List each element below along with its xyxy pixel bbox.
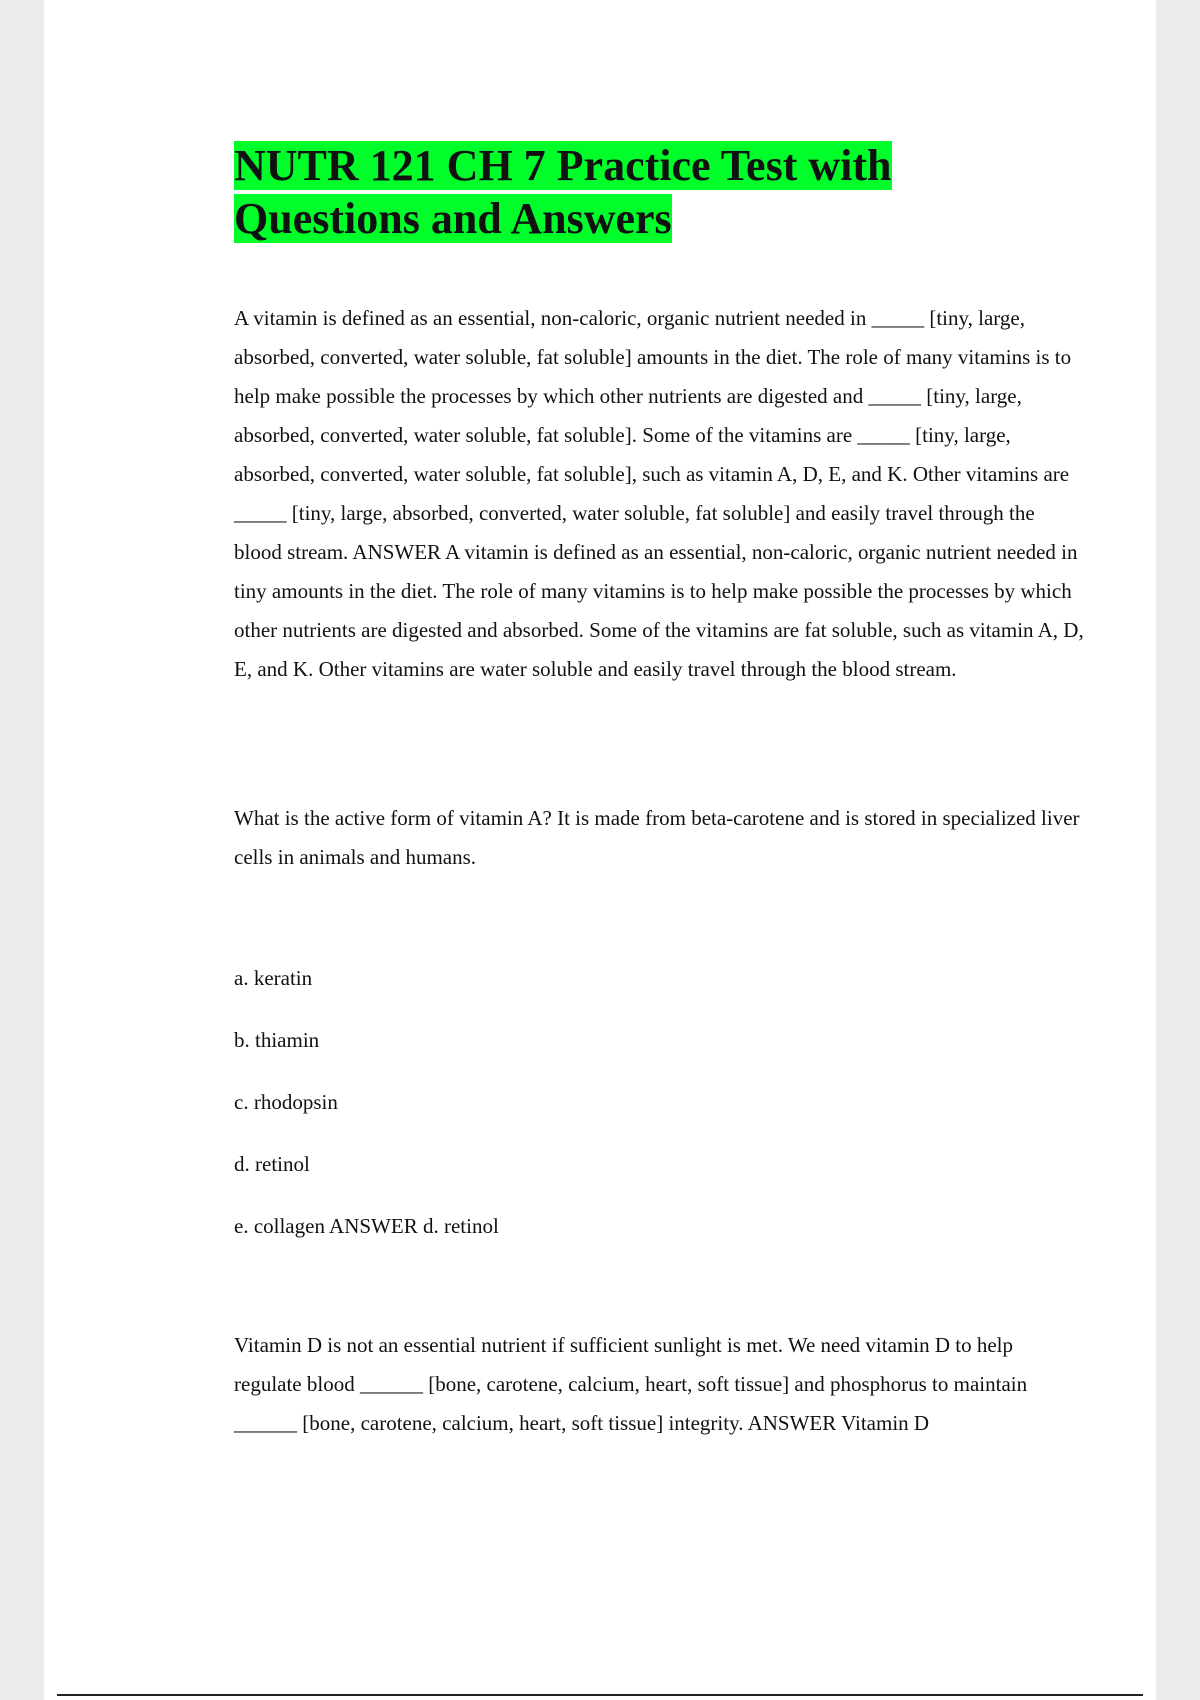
answer-options — [234, 959, 1084, 1326]
page-bottom-rule — [57, 1694, 1143, 1696]
document-body — [234, 299, 1084, 1443]
option-d: d. retinol — [234, 1152, 310, 1176]
question-vitamin-d: Vitamin D is not an essential nutrient if sufficient sunlight is met. We need vitamin D to help regulate blood ______ [bone, carotene, calcium, heart, soft tissue] and phosphorus to maintain ______ [bone, carotene, calcium, heart, soft tissue] integrity. ANSWER Vitamin D — [234, 1333, 1028, 1435]
document-title — [234, 139, 1054, 245]
option-b: b. thiamin — [234, 1028, 320, 1052]
option-a: a. keratin — [234, 966, 313, 990]
title-highlight: NUTR 121 CH 7 Practice Test with Questions and Answers — [234, 141, 892, 243]
question-vitamin-a: What is the active form of vitamin A? It is made from beta-carotene and is stored in specialized liver cells in animals and humans. — [234, 806, 1080, 869]
question-vitamin-definition: A vitamin is defined as an essential, non-caloric, organic nutrient needed in _____ [tiny, large, absorbed, converted, water soluble, fat soluble] amounts in the diet. The role of many vitamins is to help make possible the processes by which other nutrients are digested and _____ [tiny, large, absorbed, converted, water soluble, fat soluble]. Some of the vitamins are _____ [tiny, large, absorbed, converted, water soluble, fat soluble], such as vitamin A, D, E, and K. Other vitamins are _____ [tiny, large, absorbed, converted, water soluble, fat soluble] and easily travel through the blood stream. ANSWER A vitamin is defined as an essential, non-caloric, organic nutrient needed in tiny amounts in the diet. The role of many vitamins is to help make possible the processes by which other nutrients are digested and absorbed. Some of the vitamins are fat soluble, such as vitamin A, D, E, and K. Other vitamins are water soluble and easily travel through the blood stream. — [234, 306, 1084, 681]
option-c: c. rhodopsin — [234, 1090, 338, 1114]
document-page — [44, 0, 1156, 1700]
option-e: e. collagen ANSWER d. retinol — [234, 1214, 499, 1238]
